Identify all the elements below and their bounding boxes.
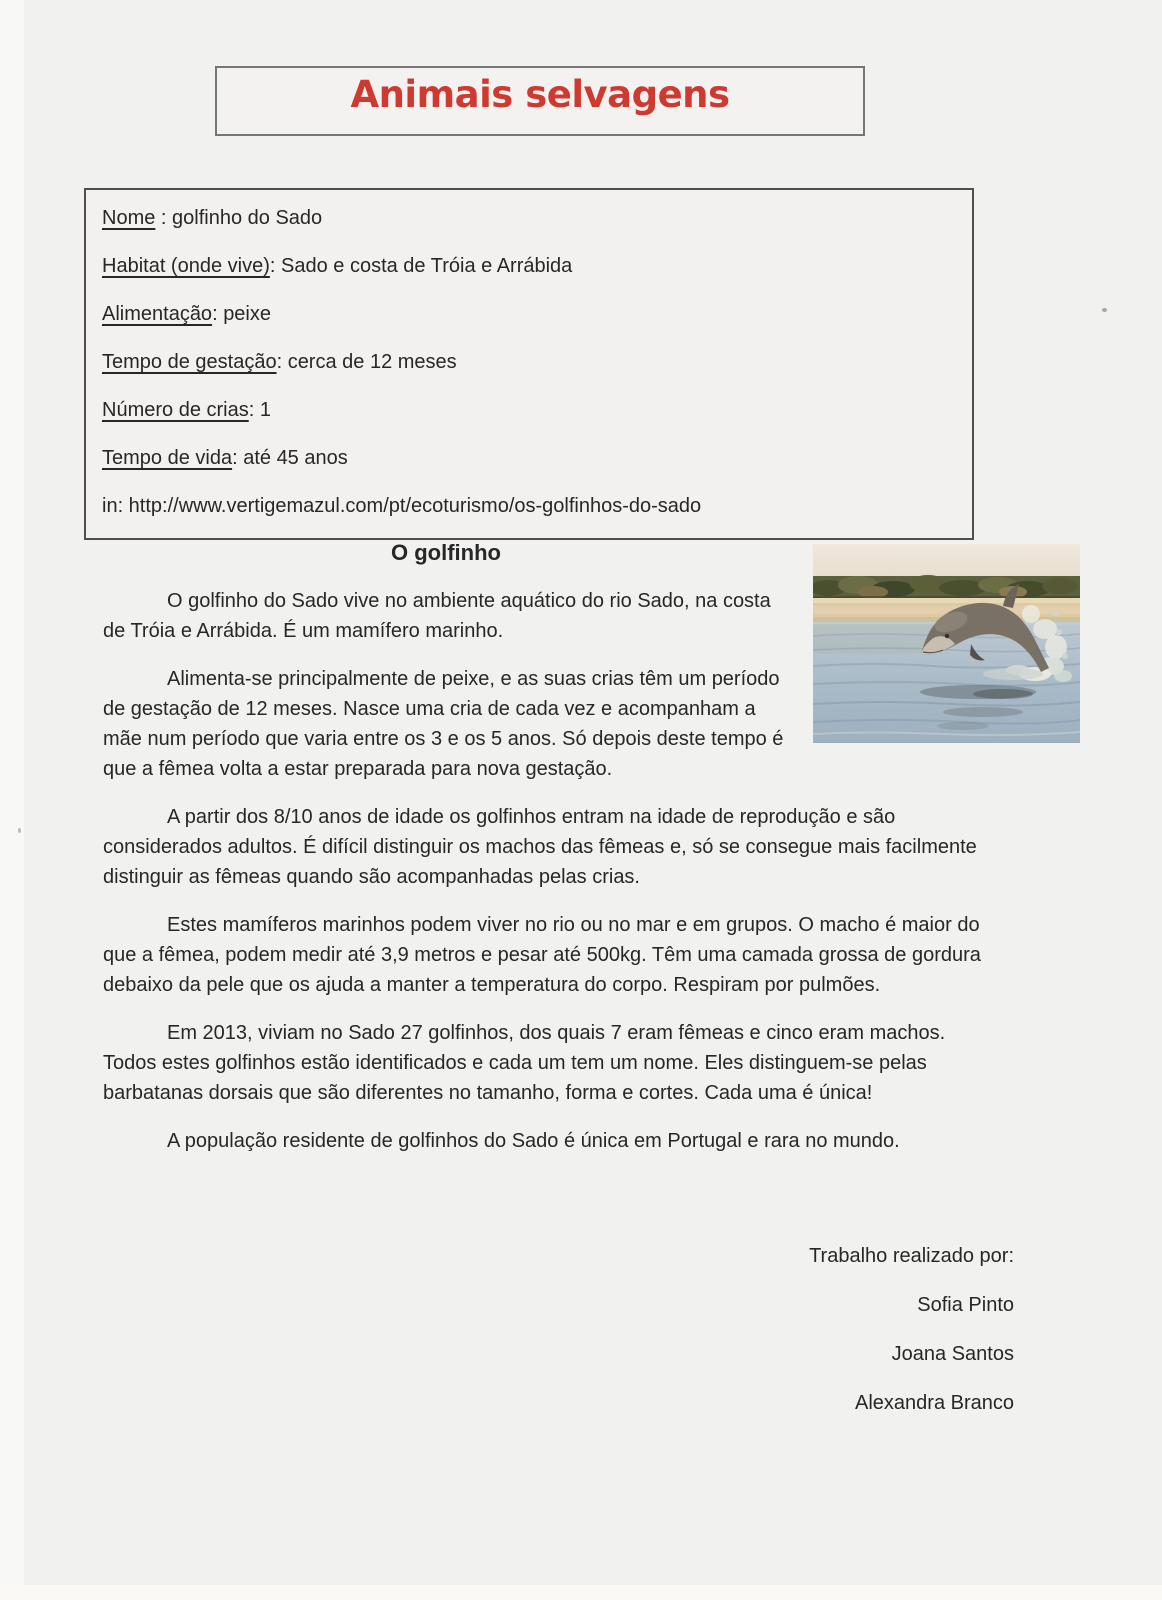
fact-box [84,188,974,540]
fact-value: cerca de 12 meses [287,351,457,373]
paragraph-4: Estes mamíferos marinhos podem viver no rio ou no mar e em grupos. O macho é maior do que a fêmea, podem medir até 3,9 metros e pesar até 500kg. Têm uma camada grossa de gordura debaixo da pele que os ajuda a manter a temperatura do corpo. Respiram por pulmões. [103,914,981,996]
dolphin-photo [813,544,1080,743]
fact-row-gestacao [102,338,956,386]
fact-separator: : [212,303,224,325]
fact-value: peixe [223,303,271,325]
fact-row-nome [102,194,956,242]
credit-author-1: Sofia Pinto [917,1294,1014,1316]
fact-row-habitat [102,242,956,290]
paragraph-3: A partir dos 8/10 anos de idade os golfinhos entram na idade de reprodução e são considerados adultos. É difícil distinguir os machos das fêmeas e, só se consegue mais facilmente distinguir as fêmeas quando são acompanhadas pelas crias. [103,806,977,888]
title-banner-box [215,66,865,136]
source-line: in: http://www.vertigemazul.com/pt/ecoturismo/os-golfinhos-do-sado [102,495,702,517]
scan-speck [18,828,21,833]
fact-label: Número de crias [102,399,249,421]
fact-label: Tempo de vida [102,447,233,469]
dolphin-photo-illustration [813,544,1080,743]
paragraph-1: O golfinho do Sado vive no ambiente aquático do rio Sado, na costa de Tróia e Arrábida. É um mamífero marinho. [103,590,771,642]
credits-heading: Trabalho realizado por: [809,1245,1014,1267]
fact-label: Tempo de gestação [102,351,277,373]
credit-author-3: Alexandra Branco [855,1392,1014,1414]
fact-label: Nome [102,207,156,229]
scan-speck [1102,308,1107,312]
fact-value: Sado e costa de Tróia e Arrábida [281,255,573,277]
fact-value: até 45 anos [243,447,348,469]
article [103,530,1080,1428]
fact-label: Alimentação [102,303,213,325]
fact-separator: : [232,447,244,469]
fact-label: Habitat (onde vive) [102,255,270,277]
fact-row-crias [102,386,956,434]
fact-row-vida [102,434,956,482]
fact-separator: : [276,351,288,373]
paragraph-2: Alimenta-se principalmente de peixe, e as suas crias têm um período de gestação de 12 meses. Nasce uma cria de cada vez e acompanham a mãe num período que varia entre os 3 e os 5 anos. Só depois deste tempo é que a fêmea volta a estar preparada para nova gestação. [103,668,784,780]
fact-value: golfinho do Sado [172,207,323,229]
paragraph-5: Em 2013, viviam no Sado 27 golfinhos, dos quais 7 eram fêmeas e cinco eram machos. Todos estes golfinhos estão identificados e cada um tem um nome. Eles distinguem-se pelas barbatanas dorsais que são diferentes no tamanho, forma e cortes. Cada uma é única! [103,1022,946,1104]
page-title: Animais selvagens [350,73,730,116]
fact-value: 1 [259,399,271,421]
fact-separator: : [269,255,281,277]
fact-separator: : [248,399,260,421]
paragraph-6: A população residente de golfinhos do Sado é única em Portugal e rara no mundo. [167,1130,900,1152]
credits [103,1232,1080,1428]
article-heading: O golfinho [391,540,501,565]
credit-author-2: Joana Santos [891,1343,1014,1365]
fact-separator: : [155,207,173,229]
fact-row-alimentacao [102,290,956,338]
